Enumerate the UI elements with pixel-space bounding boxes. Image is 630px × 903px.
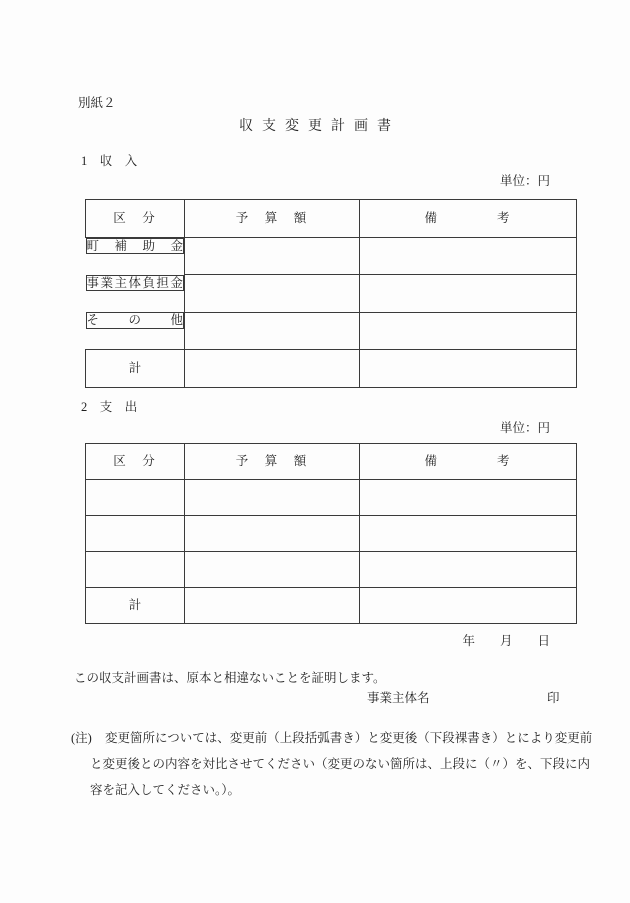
char: 業 [100, 275, 113, 290]
char: そ [86, 313, 100, 328]
cell-remarks [360, 350, 577, 388]
cell-category [86, 552, 185, 588]
cell-budget [185, 480, 360, 516]
cell-budget [185, 552, 360, 588]
cell-category [86, 516, 185, 552]
table-row [86, 350, 577, 388]
cell-budget [185, 312, 360, 350]
table-row [86, 312, 577, 350]
char: 他 [170, 313, 183, 328]
char: 担 [156, 275, 169, 290]
income-header-remarks: 備 考 [360, 200, 577, 238]
expenditure-section-heading: 2 支 出 [81, 400, 138, 414]
cell-budget [185, 588, 360, 624]
table-row [86, 480, 577, 516]
income-unit-label: 単位：円 [499, 174, 550, 188]
seal-label: 印 [547, 691, 560, 705]
table-row [86, 588, 577, 624]
cell-remarks [360, 275, 577, 313]
char: 体 [128, 275, 141, 290]
char: 負 [142, 275, 155, 290]
cell-category [86, 312, 185, 328]
note-line-2: と変更後との内容を対比させてください（変更のない箇所は、上段に（〃）を、下段に内 [90, 757, 591, 771]
char: 助 [142, 238, 155, 253]
char: 補 [114, 238, 127, 253]
char: の [128, 313, 141, 328]
cell-category-total: 計 [86, 350, 185, 388]
expenditure-header-budget: 予 算 額 [185, 444, 360, 480]
note-line-3: 容を記入してください。）。 [90, 783, 241, 797]
date-line: 年 月 日 [462, 634, 550, 648]
expenditure-table [85, 443, 577, 624]
char: 金 [170, 238, 183, 253]
char: 金 [170, 275, 183, 290]
cell-budget [185, 275, 360, 313]
cell-remarks [360, 588, 577, 624]
entity-name-label: 事業主体名 [367, 691, 430, 705]
cell-category [86, 480, 185, 516]
cell-budget [185, 350, 360, 388]
cell-remarks [360, 552, 577, 588]
cell-remarks [360, 312, 577, 350]
char: 町 [86, 238, 100, 253]
cell-remarks [360, 516, 577, 552]
expenditure-unit-label: 単位：円 [499, 421, 550, 435]
cell-remarks [360, 480, 577, 516]
cell-remarks [360, 237, 577, 275]
cell-category-total: 計 [86, 588, 185, 624]
table-row [86, 516, 577, 552]
certification-text: この収支計画書は、原本と相違ないことを証明します。 [74, 671, 386, 685]
table-row [86, 552, 577, 588]
note-marker: (注) [71, 731, 92, 745]
note-line-1: 変更箇所については、変更前（上段括弧書き）と変更後（下段裸書き）とにより変更前 [105, 731, 593, 745]
cell-category [86, 238, 185, 254]
income-header-category: 区 分 [86, 200, 185, 238]
income-table [85, 199, 577, 388]
page-title: 収支変更計画書 [239, 119, 400, 134]
expenditure-header-category: 区 分 [86, 444, 185, 480]
income-section-heading: 1 収 入 [81, 154, 138, 168]
table-row [86, 237, 577, 275]
cell-budget [185, 237, 360, 275]
char: 主 [114, 275, 127, 290]
char: 事 [86, 275, 100, 290]
expenditure-header-remarks: 備 考 [360, 444, 577, 480]
table-row [86, 275, 577, 313]
income-header-row [86, 200, 577, 238]
cell-category [86, 275, 185, 291]
income-header-budget: 予 算 額 [185, 200, 360, 238]
cell-budget [185, 516, 360, 552]
expenditure-header-row [86, 444, 577, 480]
attachment-label: 別紙２ [78, 96, 116, 110]
